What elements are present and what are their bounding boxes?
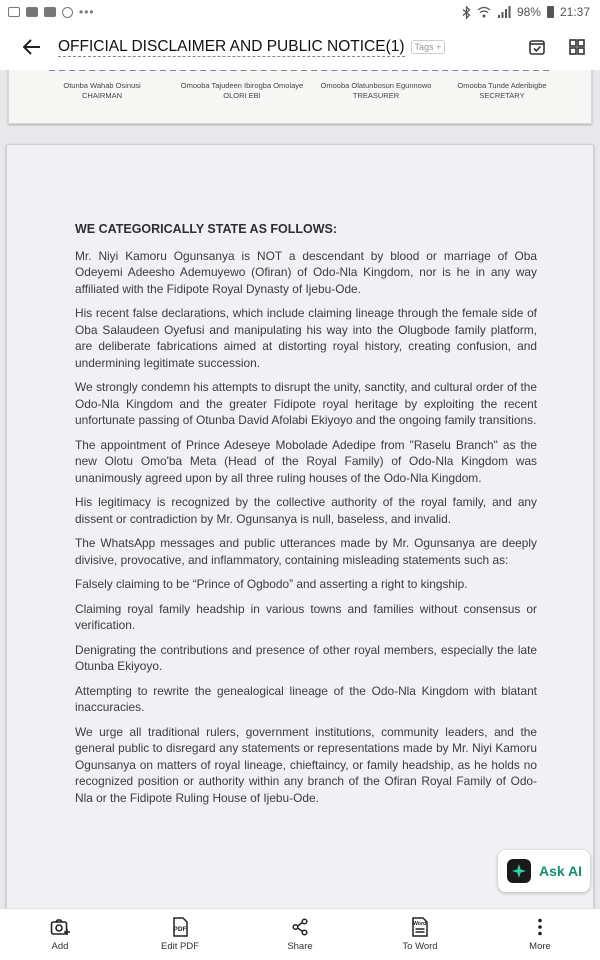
word-glyph: Word xyxy=(413,921,427,927)
clock: 21:37 xyxy=(559,5,590,19)
signatory xyxy=(311,81,441,101)
paragraph: Attempting to rewrite the genealogical lineage of the Odo-Nla Kingdom with blatant inaccuracies. xyxy=(75,683,537,714)
paragraph: Claiming royal family headship in various towns and families without consensus or verification. xyxy=(75,601,537,632)
gallery-notification-icon xyxy=(8,7,20,17)
signatory xyxy=(177,81,307,101)
signatory xyxy=(437,81,567,101)
share-icon xyxy=(289,917,311,937)
check-box-icon xyxy=(528,38,546,56)
paragraph: The appointment of Prince Adeseye Mobolade Adedipe from "Raselu Branch" as the new Olotu Omo'ba Meta (Head of the Royal Family) of Odo-Nla Kingdom was unanimously agreed upon by all three ruling houses of the Odo-Nla Kingdom. xyxy=(75,437,537,485)
bluetooth-icon xyxy=(462,6,471,19)
paragraph: Denigrating the contributions and presence of other royal members, especially the late Otunba Ekiyoyo. xyxy=(75,642,537,673)
select-button[interactable] xyxy=(526,36,548,58)
wifi-icon xyxy=(477,6,491,18)
signatory-role: TREASURER xyxy=(352,91,400,100)
signatory-name: Omooba Tunde Aderibigbe xyxy=(457,81,547,90)
signatory xyxy=(37,81,167,101)
ask-ai-button[interactable] xyxy=(498,850,590,892)
more-vertical-icon xyxy=(529,917,551,937)
signatory-name: Otunba Wahab Osinusi xyxy=(63,81,141,90)
add-button[interactable] xyxy=(15,917,105,952)
add-label: Add xyxy=(51,941,69,952)
ai-sparkle-icon xyxy=(507,859,531,883)
share-label: Share xyxy=(287,941,313,952)
status-system xyxy=(462,5,590,19)
document-title[interactable]: OFFICIAL DISCLAIMER AND PUBLIC NOTICE(1) xyxy=(58,37,405,55)
pdf-glyph: PDF xyxy=(173,926,187,933)
signature-border xyxy=(49,70,549,71)
pdf-icon xyxy=(169,917,191,937)
app-bar xyxy=(0,24,600,70)
status-bar xyxy=(0,0,600,24)
signatory-role: OLORI EBI xyxy=(223,91,261,100)
word-icon xyxy=(409,917,431,937)
more-button[interactable] xyxy=(495,917,585,952)
more-label: More xyxy=(529,941,551,952)
paragraph: His legitimacy is recognized by the collective authority of the royal family, and any dissent or contradiction by Mr. Ogunsanya is null, baseless, and invalid. xyxy=(75,495,537,526)
paragraph: His recent false declarations, which include claiming lineage through the female side of Oba Salaudeen Oyefusi and manipulating his way into the Olugbode family platform, are deliberate fabrications aimed at distorting royal history, creating confusion, and undermining legitimate succession. xyxy=(75,306,537,370)
back-button[interactable] xyxy=(18,33,46,61)
previous-page[interactable] xyxy=(8,70,592,124)
share-button[interactable] xyxy=(255,917,345,952)
document-viewer[interactable] xyxy=(0,70,600,908)
grid-icon xyxy=(568,38,586,56)
signature-border-left xyxy=(49,70,51,71)
add-photo-icon xyxy=(49,917,71,937)
signal-icon xyxy=(497,6,511,18)
status-notifications xyxy=(8,5,95,19)
signatory-role: SECRETARY xyxy=(479,91,525,100)
section-heading: WE CATEGORICALLY STATE AS FOLLOWS: xyxy=(75,222,338,236)
battery-percent: 98% xyxy=(516,5,541,19)
cloud-notification-icon xyxy=(62,7,73,18)
bottom-toolbar xyxy=(0,908,600,960)
tags-button[interactable]: Tags + xyxy=(411,40,446,54)
paragraph: We urge all traditional rulers, government institutions, community leaders, and the general public to disregard any statements or representations made by Mr. Niyi Kamoru Ogunsanya on matters of royal lineage, chieftaincy, or family headship, as he holds no recognized position or authority within any branch of the Ofiran Royal Family of Odo-Nla or the Fidipote Ruling House of Ijebu-Ode. xyxy=(75,724,537,805)
edit-pdf-label: Edit PDF xyxy=(160,941,199,952)
mail-notification-icon xyxy=(26,7,38,17)
signature-border-right xyxy=(547,70,549,71)
page-content xyxy=(75,221,537,814)
paragraph: Falsely claiming to be “Prince of Ogbodo” and asserting a right to kingship. xyxy=(75,577,468,591)
back-arrow-icon xyxy=(23,39,41,55)
current-page[interactable] xyxy=(6,144,594,908)
signatory-name: Omooba Olatunbosun Egunnowo xyxy=(320,81,432,90)
battery-icon xyxy=(547,6,554,18)
youtube-notification-icon xyxy=(44,7,56,17)
more-notifications-icon: ••• xyxy=(79,5,95,19)
signatory-role: CHAIRMAN xyxy=(81,91,122,100)
app-bar-actions xyxy=(526,36,588,58)
edit-pdf-button[interactable] xyxy=(135,917,225,952)
paragraph: We strongly condemn his attempts to disrupt the unity, sanctity, and cultural order of the Odo-Nla Kingdom and the greater Fidipote royal heritage by exploiting the recent unfortunate passing of Otunba David Afolabi Ekiyoyo and the ongoing family transitions. xyxy=(75,380,537,427)
paragraph: Mr. Niyi Kamoru Ogunsanya is NOT a descendant by blood or marriage of Oba Odeyemi Adeesho Ademuyewo (Ofiran) of Odo-Nla Kingdom, nor is he in any way affiliated with the Fidipote Royal Dynasty of Ijebu-Ode. xyxy=(75,248,537,296)
signatory-name: Omooba Tajudeen Ibirogba Omolaye xyxy=(180,81,304,90)
to-word-button[interactable] xyxy=(375,917,465,952)
grid-view-button[interactable] xyxy=(566,36,588,58)
paragraph: The WhatsApp messages and public utterances made by Mr. Ogunsanya are deeply divisive, provocative, and inflammatory, containing misleading statements such as: xyxy=(75,536,537,567)
ask-ai-label: Ask AI xyxy=(539,863,583,879)
to-word-label: To Word xyxy=(402,941,438,952)
